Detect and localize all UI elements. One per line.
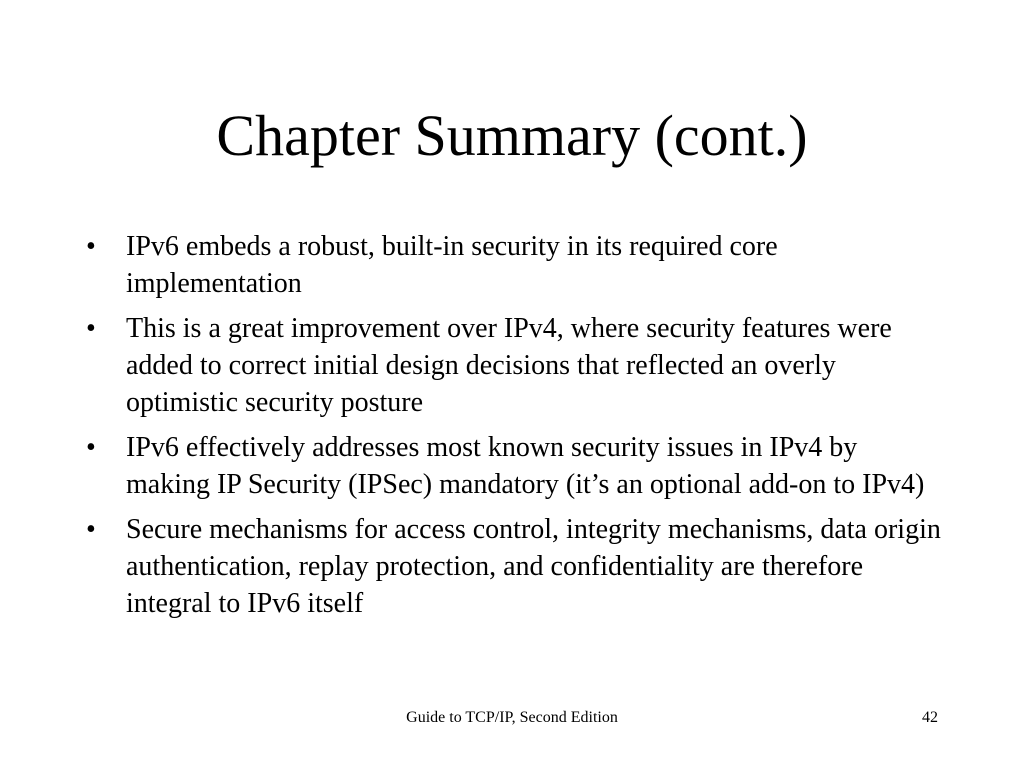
bullet-icon: •: [86, 432, 96, 463]
bullet-icon: •: [86, 231, 96, 262]
bullet-icon: •: [86, 313, 96, 344]
bullet-item: [86, 228, 946, 302]
bullet-item: [86, 511, 946, 622]
bullet-item: [86, 429, 946, 503]
slide-title: Chapter Summary (cont.): [216, 103, 808, 168]
footer-book-title: Guide to TCP/IP, Second Edition: [406, 709, 618, 726]
bullet-text: Secure mechanisms for access control, integrity mechanisms, data origin authentication, replay protection, and confidentiality are therefore integral to IPv6 itself: [126, 514, 941, 619]
bullet-text: This is a great improvement over IPv4, where security features were added to correct initial design decisions that reflected an overly optimistic security posture: [126, 313, 892, 418]
bullet-list: [86, 228, 946, 630]
bullet-text: IPv6 effectively addresses most known security issues in IPv4 by making IP Security (IPSec) mandatory (it’s an optional add-on to IPv4): [126, 432, 925, 500]
bullet-icon: •: [86, 514, 96, 545]
bullet-text: IPv6 embeds a robust, built-in security in its required core implementation: [126, 231, 778, 299]
footer-page-number: 42: [922, 709, 938, 726]
bullet-item: [86, 310, 946, 421]
